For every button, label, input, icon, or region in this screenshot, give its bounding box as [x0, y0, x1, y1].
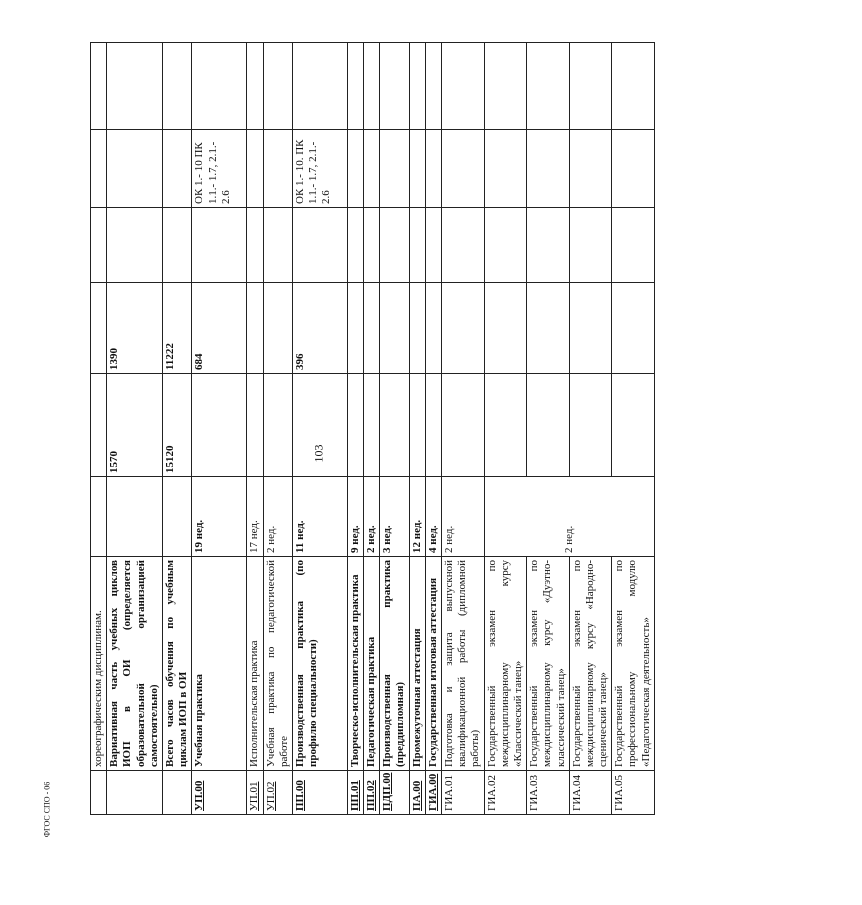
cell-name: Учебная практика — [192, 557, 247, 771]
cell-c5 — [263, 208, 292, 283]
cell-weeks: 11 нед. — [292, 477, 347, 557]
cell-code: ПП.02 — [364, 771, 380, 815]
cell-c7 — [263, 43, 292, 130]
table-row — [247, 43, 263, 815]
cell-hours-req — [569, 283, 612, 374]
table-row — [425, 43, 441, 815]
cell-code — [91, 771, 107, 815]
cell-c5 — [527, 208, 570, 283]
cell-c7 — [425, 43, 441, 130]
cell-name: Подготовка и защита выпускной квалификационной работы (дипломной работы) — [442, 557, 485, 771]
cell-code: ГИА.03 — [527, 771, 570, 815]
cell-c5 — [247, 208, 263, 283]
cell-c5 — [107, 208, 163, 283]
table-row — [263, 43, 292, 815]
cell-c7 — [409, 43, 425, 130]
cell-c7 — [612, 43, 655, 130]
cell-comp — [569, 130, 612, 208]
cell-comp — [442, 130, 485, 208]
table-row — [442, 43, 485, 815]
cell-code: ГИА.00 — [425, 771, 441, 815]
table-row — [91, 43, 107, 815]
table-row — [162, 43, 191, 815]
cell-hours-req — [484, 283, 527, 374]
cell-weeks — [107, 477, 163, 557]
cell-code: УП.02 — [263, 771, 292, 815]
cell-code: ГИА.02 — [484, 771, 527, 815]
cell-name: Промежуточная аттестация — [409, 557, 425, 771]
cell-hours-req — [612, 283, 655, 374]
cell-hours-max — [425, 374, 441, 477]
cell-hours-req — [425, 283, 441, 374]
cell-c5 — [192, 208, 247, 283]
cell-c5 — [409, 208, 425, 283]
cell-hours-req — [364, 283, 380, 374]
cell-c5 — [425, 208, 441, 283]
cell-name: хореографическим дисциплинам. — [91, 557, 107, 771]
cell-c5 — [442, 208, 485, 283]
cell-hours-req — [263, 283, 292, 374]
cell-weeks: 2 нед. — [484, 477, 654, 557]
cell-c5 — [292, 208, 347, 283]
cell-hours-req: 396 — [292, 283, 347, 374]
cell-c7 — [527, 43, 570, 130]
rotated-table-wrapper — [90, 139, 862, 815]
cell-code: ПДП.00 — [380, 771, 409, 815]
cell-weeks — [162, 477, 191, 557]
table-row — [107, 43, 163, 815]
cell-comp — [484, 130, 527, 208]
cell-c7 — [292, 43, 347, 130]
table-row — [192, 43, 247, 815]
cell-name: Государственный экзамен по междисциплинарному курсу «Дуэтно-классический танец» — [527, 557, 570, 771]
cell-comp: ОК 1.- 10. ПК 1.1.- 1.7, 2.1.- 2.6 — [292, 130, 347, 208]
cell-hours-max — [484, 374, 527, 477]
table-row — [612, 43, 655, 815]
cell-c7 — [347, 43, 363, 130]
cell-comp — [247, 130, 263, 208]
cell-c7 — [192, 43, 247, 130]
cell-c5 — [380, 208, 409, 283]
cell-code: ГИА.01 — [442, 771, 485, 815]
cell-c5 — [569, 208, 612, 283]
cell-weeks: 17 нед. — [247, 477, 263, 557]
cell-hours-req — [409, 283, 425, 374]
cell-hours-req — [91, 283, 107, 374]
cell-name: Творческо-исполнительская практика — [347, 557, 363, 771]
cell-hours-max — [292, 374, 347, 477]
cell-hours-max — [91, 374, 107, 477]
cell-weeks: 3 нед. — [380, 477, 409, 557]
cell-hours-req — [442, 283, 485, 374]
cell-name: Учебная практика по педагогической работе — [263, 557, 292, 771]
cell-code: УП.01 — [247, 771, 263, 815]
cell-name: Государственный экзамен по междисциплинарному курсу «Народно-сценический танец» — [569, 557, 612, 771]
table-row — [569, 43, 612, 815]
cell-c5 — [347, 208, 363, 283]
cell-comp — [162, 130, 191, 208]
cell-hours-max — [380, 374, 409, 477]
cell-hours-req — [247, 283, 263, 374]
cell-c7 — [107, 43, 163, 130]
cell-name: Государственный экзамен по междисциплинарному курсу «Классический танец» — [484, 557, 527, 771]
cell-code: ГИА.05 — [612, 771, 655, 815]
cell-hours-req — [380, 283, 409, 374]
cell-weeks: 2 нед. — [442, 477, 485, 557]
cell-comp — [347, 130, 363, 208]
cell-code — [107, 771, 163, 815]
cell-hours-req — [347, 283, 363, 374]
cell-weeks — [91, 477, 107, 557]
cell-name: Производственная практика (по профилю специальности) — [292, 557, 347, 771]
cell-name: Государственная итоговая аттестация — [425, 557, 441, 771]
cell-weeks: 4 нед. — [425, 477, 441, 557]
cell-hours-max — [442, 374, 485, 477]
table-row — [527, 43, 570, 815]
cell-weeks: 2 нед. — [263, 477, 292, 557]
cell-name: Государственный экзамен по профессиональному модулю «Педагогическая деятельность» — [612, 557, 655, 771]
cell-comp: ОК 1.- 10 ПК 1.1.- 1.7, 2.1.- 2.6 — [192, 130, 247, 208]
curriculum-table — [90, 42, 655, 815]
cell-name: Производственная практика (преддипломная) — [380, 557, 409, 771]
cell-code: УП.00 — [192, 771, 247, 815]
cell-c5 — [364, 208, 380, 283]
cell-hours-req: 684 — [192, 283, 247, 374]
cell-hours-max — [409, 374, 425, 477]
cell-hours-max: 15120 — [162, 374, 191, 477]
table-row — [484, 43, 527, 815]
table-row — [364, 43, 380, 815]
cell-c5 — [91, 208, 107, 283]
cell-hours-req — [527, 283, 570, 374]
cell-hours-max: 1570 — [107, 374, 163, 477]
cell-comp — [107, 130, 163, 208]
cell-code: ПА.00 — [409, 771, 425, 815]
page-number: 103 — [311, 444, 326, 463]
cell-c7 — [364, 43, 380, 130]
cell-comp — [409, 130, 425, 208]
table-body — [91, 43, 655, 815]
cell-hours-max — [263, 374, 292, 477]
footer-code: ФГОС СПО - 06 — [42, 781, 52, 838]
table-row — [380, 43, 409, 815]
cell-c7 — [91, 43, 107, 130]
cell-hours-max — [569, 374, 612, 477]
cell-hours-req: 11222 — [162, 283, 191, 374]
cell-hours-max — [527, 374, 570, 477]
cell-weeks: 12 нед. — [409, 477, 425, 557]
cell-hours-max — [612, 374, 655, 477]
cell-c7 — [162, 43, 191, 130]
cell-hours-max — [247, 374, 263, 477]
table-row — [409, 43, 425, 815]
cell-comp — [380, 130, 409, 208]
cell-weeks: 2 нед. — [364, 477, 380, 557]
cell-comp — [527, 130, 570, 208]
cell-name: Педагогическая практика — [364, 557, 380, 771]
cell-c7 — [569, 43, 612, 130]
cell-comp — [364, 130, 380, 208]
cell-comp — [612, 130, 655, 208]
cell-weeks: 19 нед. — [192, 477, 247, 557]
cell-c7 — [380, 43, 409, 130]
table-row — [347, 43, 363, 815]
cell-code: ПП.00 — [292, 771, 347, 815]
cell-name: Вариативная часть учебных циклов ИОП в ОИ (определяется образовательной организацией самостоятельно) — [107, 557, 163, 771]
table-row — [292, 43, 347, 815]
cell-hours-req: 1390 — [107, 283, 163, 374]
cell-hours-max — [192, 374, 247, 477]
cell-name: Исполнительская практика — [247, 557, 263, 771]
cell-code — [162, 771, 191, 815]
cell-c7 — [442, 43, 485, 130]
cell-c5 — [612, 208, 655, 283]
cell-name: Всего часов обучения по учебным циклам ИОП в ОИ — [162, 557, 191, 771]
cell-hours-max — [347, 374, 363, 477]
cell-c7 — [484, 43, 527, 130]
cell-code: ПП.01 — [347, 771, 363, 815]
cell-comp — [91, 130, 107, 208]
cell-code: ГИА.04 — [569, 771, 612, 815]
cell-weeks: 9 нед. — [347, 477, 363, 557]
cell-hours-max — [364, 374, 380, 477]
cell-c5 — [162, 208, 191, 283]
cell-c7 — [247, 43, 263, 130]
cell-comp — [263, 130, 292, 208]
cell-c5 — [484, 208, 527, 283]
cell-comp — [425, 130, 441, 208]
